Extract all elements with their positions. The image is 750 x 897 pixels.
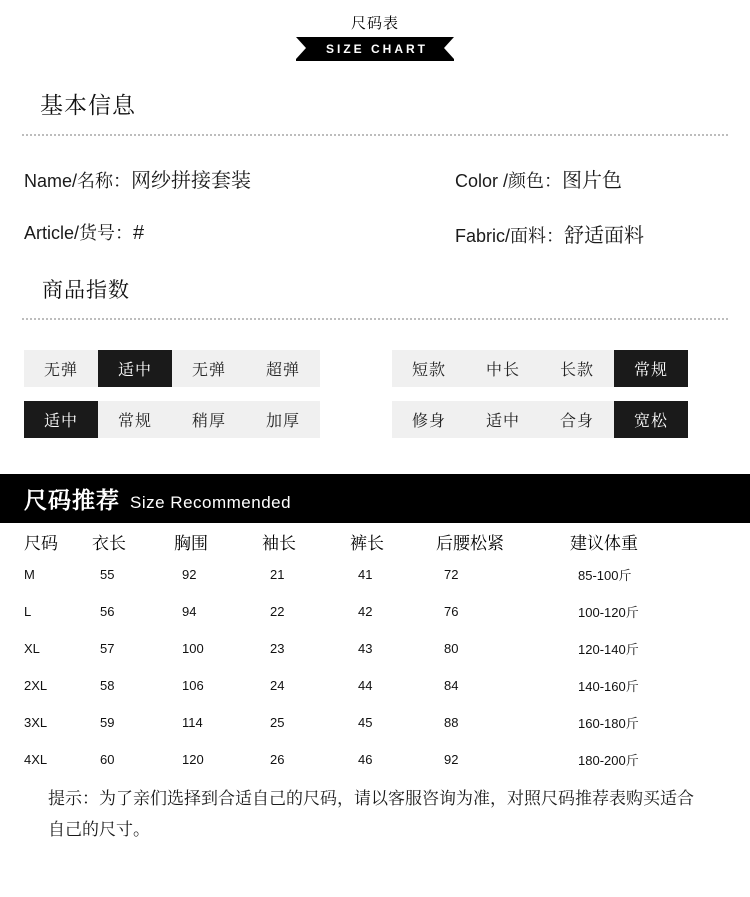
size-chart-ribbon <box>296 37 454 61</box>
basic-info-grid <box>0 164 750 248</box>
info-item-article <box>24 219 375 248</box>
cell-waist: 76 <box>444 604 459 619</box>
ribbon-label: SIZE CHART <box>326 42 428 56</box>
cell-size: 2XL <box>24 678 48 693</box>
size-note-text: 为了亲们选择到合适自己的尺码，请以客服咨询为准，对照尺码推荐表购买适合自己的尺寸。 <box>48 789 694 839</box>
chip-length-0[interactable]: 短款 <box>392 350 466 387</box>
cell-bust: 94 <box>182 604 197 619</box>
divider-dots-2 <box>22 318 728 320</box>
cell-length: 59 <box>100 715 115 730</box>
size-table-header-row <box>0 523 750 556</box>
size-col-header-4: 裤长 <box>350 534 384 553</box>
cell-waist: 84 <box>444 678 459 693</box>
size-col-header-2: 胸围 <box>174 534 208 553</box>
chip-length-1[interactable]: 中长 <box>466 350 540 387</box>
chips-group-elasticity <box>24 350 320 387</box>
chip-fit-1[interactable]: 适中 <box>466 401 540 438</box>
cell-pants: 45 <box>358 715 373 730</box>
chip-length-3[interactable]: 常规 <box>614 350 688 387</box>
info-label-name: Name/名称： <box>24 171 132 191</box>
chips-group-length <box>392 350 688 387</box>
info-label-color: Color /颜色： <box>455 171 563 191</box>
cell-waist: 92 <box>444 752 459 767</box>
info-item-name <box>24 164 375 193</box>
cell-size: XL <box>24 641 40 656</box>
chips-row-2 <box>24 401 726 438</box>
divider-dots-1 <box>22 134 728 136</box>
info-label-article: Article/货号： <box>24 223 134 243</box>
cell-bust: 114 <box>182 715 203 730</box>
cell-pants: 43 <box>358 641 373 656</box>
cell-bust: 106 <box>182 678 204 693</box>
chips-group-fit <box>392 401 688 438</box>
table-row <box>0 593 750 630</box>
table-row <box>0 667 750 704</box>
cell-pants: 41 <box>358 567 373 582</box>
info-item-color <box>375 164 726 193</box>
cell-length: 55 <box>100 567 115 582</box>
page-header <box>0 0 750 61</box>
size-recommend-section <box>0 474 750 845</box>
cell-weight: 140-160斤 <box>578 679 639 694</box>
size-recommend-band <box>0 474 750 523</box>
cell-length: 56 <box>100 604 115 619</box>
page-title: 尺码表 <box>350 15 399 32</box>
cell-length: 60 <box>100 752 115 767</box>
chip-thickness-0[interactable]: 适中 <box>24 401 98 438</box>
cell-waist: 72 <box>444 567 459 582</box>
chip-length-2[interactable]: 长款 <box>540 350 614 387</box>
basic-info-section <box>0 87 750 248</box>
chip-elasticity-1[interactable]: 适中 <box>98 350 172 387</box>
cell-size: L <box>24 604 32 619</box>
cell-sleeve: 22 <box>270 604 285 619</box>
size-col-header-1: 衣长 <box>92 534 126 553</box>
table-row <box>0 741 750 778</box>
cell-bust: 92 <box>182 567 197 582</box>
cell-length: 57 <box>100 641 115 656</box>
chips-group-thickness <box>24 401 320 438</box>
cell-sleeve: 26 <box>270 752 285 767</box>
size-recommend-title-cn: 尺码推荐 <box>24 487 120 513</box>
size-col-header-3: 袖长 <box>262 534 296 553</box>
chip-elasticity-2[interactable]: 无弹 <box>172 350 246 387</box>
cell-weight: 120-140斤 <box>578 642 639 657</box>
chips-row-1 <box>24 350 726 387</box>
cell-weight: 160-180斤 <box>578 716 639 731</box>
table-row <box>0 704 750 741</box>
cell-size: 4XL <box>24 752 48 767</box>
product-index-section <box>0 274 750 438</box>
chip-fit-3[interactable]: 宽松 <box>614 401 688 438</box>
cell-bust: 120 <box>182 752 204 767</box>
cell-weight: 100-120斤 <box>578 605 639 620</box>
table-row <box>0 630 750 667</box>
cell-pants: 46 <box>358 752 373 767</box>
chip-thickness-2[interactable]: 稍厚 <box>172 401 246 438</box>
basic-info-title: 基本信息 <box>40 92 136 118</box>
table-row <box>0 556 750 593</box>
cell-length: 58 <box>100 678 115 693</box>
info-value-article: # <box>133 222 145 244</box>
info-item-fabric <box>375 219 726 248</box>
size-recommend-title-en: Size Recommended <box>130 493 292 512</box>
info-value-color: 图片色 <box>562 170 623 192</box>
size-note <box>0 778 750 845</box>
size-note-label: 提示： <box>48 789 99 808</box>
chip-fit-0[interactable]: 修身 <box>392 401 466 438</box>
chip-thickness-1[interactable]: 常规 <box>98 401 172 438</box>
cell-sleeve: 24 <box>270 678 285 693</box>
size-col-header-6: 建议体重 <box>570 534 638 553</box>
info-label-fabric: Fabric/面料： <box>455 226 565 246</box>
chip-elasticity-3[interactable]: 超弹 <box>246 350 320 387</box>
cell-size: 3XL <box>24 715 48 730</box>
product-index-title: 商品指数 <box>42 279 130 302</box>
cell-weight: 85-100斤 <box>578 568 632 583</box>
product-index-chips <box>0 350 750 438</box>
cell-waist: 80 <box>444 641 459 656</box>
cell-weight: 180-200斤 <box>578 753 639 768</box>
cell-waist: 88 <box>444 715 459 730</box>
info-value-fabric: 舒适面料 <box>564 225 645 247</box>
cell-bust: 100 <box>182 641 204 656</box>
size-col-header-0: 尺码 <box>24 534 58 553</box>
cell-pants: 42 <box>358 604 373 619</box>
cell-sleeve: 25 <box>270 715 285 730</box>
cell-pants: 44 <box>358 678 373 693</box>
cell-sleeve: 23 <box>270 641 285 656</box>
cell-sleeve: 21 <box>270 567 285 582</box>
size-table <box>0 523 750 778</box>
chip-fit-2[interactable]: 合身 <box>540 401 614 438</box>
info-value-name: 网纱拼接套装 <box>131 170 252 192</box>
size-col-header-5: 后腰松紧 <box>436 534 504 553</box>
cell-size: M <box>24 567 35 582</box>
chip-elasticity-0[interactable]: 无弹 <box>24 350 98 387</box>
chip-thickness-3[interactable]: 加厚 <box>246 401 320 438</box>
